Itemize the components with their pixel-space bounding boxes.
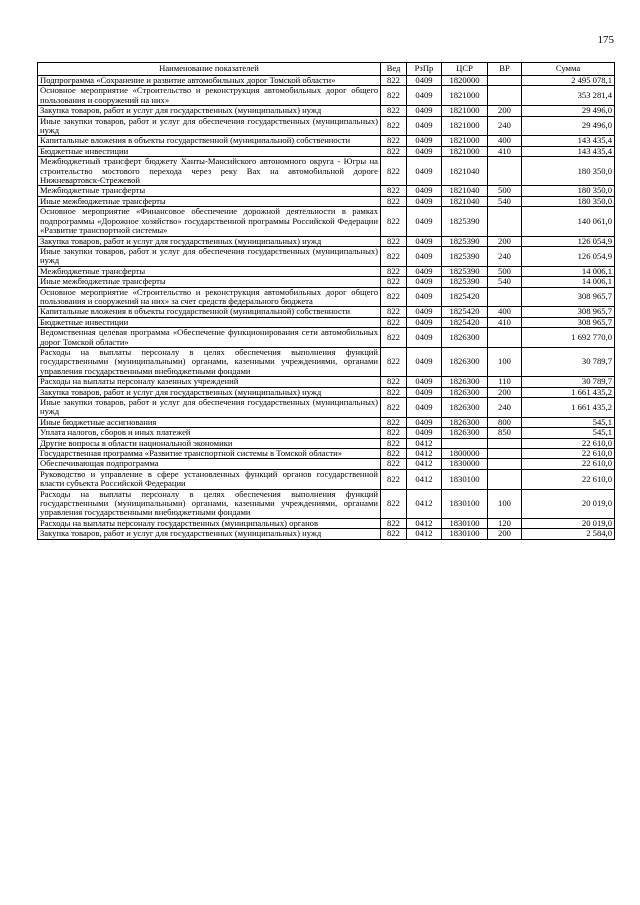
row-vr [488,328,522,348]
table-row [38,489,615,518]
row-sum: 180 350,0 [522,157,615,186]
row-rzpr: 0409 [407,387,442,397]
budget-table [37,62,615,540]
row-name: Другие вопросы в области национальной экономики [38,438,381,448]
table-row [38,449,615,459]
row-csr: 1821040 [442,186,488,196]
row-name: Капитальные вложения в объекты государственной (муниципальной) собственности [38,307,381,317]
row-vr: 240 [488,246,522,266]
row-sum: 308 965,7 [522,307,615,317]
row-name: Основное мероприятие «Финансовое обеспечение дорожной деятельности в рамках подпрограммы «Дорожное хозяйство» государственной программы Российской Федерации «Развитие транспортной системы» [38,207,381,236]
table-row [38,518,615,528]
row-rzpr: 0409 [407,116,442,136]
row-rzpr: 0412 [407,469,442,489]
row-ved: 822 [381,428,407,438]
table-row [38,428,615,438]
row-rzpr: 0409 [407,196,442,206]
row-sum: 126 054,9 [522,246,615,266]
row-name: Капитальные вложения в объекты государственной (муниципальной) собственности [38,136,381,146]
row-sum: 30 789,7 [522,347,615,376]
header-csr: ЦСР [442,63,488,76]
row-csr: 1830100 [442,469,488,489]
header-rzpr: РзПр [407,63,442,76]
table-row [38,377,615,387]
row-name: Расходы на выплаты персоналу казенных учреждений [38,377,381,387]
table-row [38,186,615,196]
table-row [38,157,615,186]
row-name: Закупка товаров, работ и услуг для государственных (муниципальных) нужд [38,529,381,539]
row-name: Бюджетные инвестиции [38,317,381,327]
row-vr [488,438,522,448]
table-row [38,277,615,287]
row-vr: 540 [488,277,522,287]
row-name: Уплата налогов, сборов и иных платежей [38,428,381,438]
table-row [38,146,615,156]
row-csr: 1820000 [442,76,488,86]
row-rzpr: 0409 [407,317,442,327]
row-name: Иные закупки товаров, работ и услуг для обеспечения государственных (муниципальных) нужд [38,398,381,418]
row-sum: 143 435,4 [522,136,615,146]
row-csr: 1821000 [442,86,488,106]
row-sum: 180 350,0 [522,196,615,206]
row-csr: 1825390 [442,277,488,287]
row-rzpr: 0409 [407,186,442,196]
table-row [38,207,615,236]
row-sum: 545,1 [522,417,615,427]
row-csr: 1830100 [442,489,488,518]
table-row [38,417,615,427]
row-name: Расходы на выплаты персоналу в целях обеспечения выполнения функций государственными (муниципальными) органами, казенными учреждениями, органами управления государственными внебюджетными фондами [38,347,381,376]
row-sum: 29 496,0 [522,106,615,116]
row-name: Расходы на выплаты персоналу в целях обеспечения выполнения функций государственными (муниципальными) органами, казенными учреждениями, органами управления государственными внебюджетными фондами [38,489,381,518]
row-name: Основное мероприятие «Строительство и реконструкция автомобильных дорог общего пользования и сооружений на них» [38,86,381,106]
row-vr [488,449,522,459]
table-row [38,347,615,376]
row-csr: 1826300 [442,387,488,397]
row-csr: 1825390 [442,236,488,246]
row-csr: 1821000 [442,106,488,116]
row-sum: 126 054,9 [522,236,615,246]
row-name: Иные закупки товаров, работ и услуг для обеспечения государственных (муниципальных) нужд [38,116,381,136]
row-sum: 545,1 [522,428,615,438]
row-rzpr: 0409 [407,86,442,106]
row-ved: 822 [381,196,407,206]
row-sum: 2 495 078,1 [522,76,615,86]
table-row [38,116,615,136]
table-row [38,246,615,266]
row-csr: 1821000 [442,116,488,136]
row-rzpr: 0409 [407,266,442,276]
row-rzpr: 0409 [407,136,442,146]
row-ved: 822 [381,489,407,518]
row-sum: 20 019,0 [522,489,615,518]
row-name: Расходы на выплаты персоналу государственных (муниципальных) органов [38,518,381,528]
row-name: Иные межбюджетные трансферты [38,196,381,206]
row-csr: 1826300 [442,398,488,418]
table-row [38,469,615,489]
row-csr: 1821040 [442,196,488,206]
row-ved: 822 [381,246,407,266]
header-ved: Вед [381,63,407,76]
row-name: Межбюджетные трансферты [38,266,381,276]
row-name: Закупка товаров, работ и услуг для государственных (муниципальных) нужд [38,106,381,116]
row-name: Иные межбюджетные трансферты [38,277,381,287]
row-ved: 822 [381,449,407,459]
row-ved: 822 [381,459,407,469]
row-rzpr: 0409 [407,398,442,418]
table-row [38,86,615,106]
row-csr: 1826300 [442,328,488,348]
row-ved: 822 [381,307,407,317]
row-vr: 110 [488,377,522,387]
row-rzpr: 0412 [407,459,442,469]
row-ved: 822 [381,236,407,246]
row-ved: 822 [381,377,407,387]
row-ved: 822 [381,146,407,156]
row-vr: 410 [488,146,522,156]
row-rzpr: 0409 [407,277,442,287]
row-name: Руководство и управление в сфере установленных функций органов государственной власти субъекта Российской Федерации [38,469,381,489]
row-sum: 1 661 435,2 [522,387,615,397]
row-vr: 500 [488,266,522,276]
table-row [38,287,615,307]
row-vr: 200 [488,236,522,246]
row-ved: 822 [381,469,407,489]
row-vr [488,469,522,489]
row-rzpr: 0409 [407,328,442,348]
row-ved: 822 [381,106,407,116]
row-name: Закупка товаров, работ и услуг для государственных (муниципальных) нужд [38,236,381,246]
row-rzpr: 0409 [407,246,442,266]
table-row [38,76,615,86]
row-csr: 1821040 [442,157,488,186]
header-sum: Сумма [522,63,615,76]
row-vr: 400 [488,136,522,146]
row-vr: 200 [488,387,522,397]
table-row [38,529,615,539]
row-name: Межбюджетный трансферт бюджету Ханты-Мансийского автономного округа - Югры на строительство мостового перехода через реку Вах на автомобильной дороге Нижневартовск-Стрежевой [38,157,381,186]
row-csr: 1825390 [442,266,488,276]
row-rzpr: 0409 [407,236,442,246]
table-row [38,196,615,206]
row-vr: 540 [488,196,522,206]
row-vr [488,459,522,469]
table-row [38,106,615,116]
row-sum: 22 610,0 [522,459,615,469]
row-sum: 180 350,0 [522,186,615,196]
row-ved: 822 [381,529,407,539]
row-vr: 200 [488,106,522,116]
row-csr: 1821000 [442,136,488,146]
row-rzpr: 0409 [407,157,442,186]
row-vr: 240 [488,398,522,418]
table-row [38,136,615,146]
row-ved: 822 [381,518,407,528]
row-name: Ведомственная целевая программа «Обеспечение функционирования сети автомобильных дорог Томской области» [38,328,381,348]
row-vr: 100 [488,489,522,518]
row-vr: 800 [488,417,522,427]
page-number: 175 [597,34,614,46]
row-rzpr: 0412 [407,489,442,518]
row-ved: 822 [381,438,407,448]
row-vr: 120 [488,518,522,528]
row-vr [488,287,522,307]
row-name: Обеспечивающая подпрограмма [38,459,381,469]
row-csr [442,438,488,448]
row-name: Закупка товаров, работ и услуг для государственных (муниципальных) нужд [38,387,381,397]
table-row [38,317,615,327]
row-ved: 822 [381,76,407,86]
row-rzpr: 0409 [407,287,442,307]
row-name: Государственная программа «Развитие транспортной системы в Томской области» [38,449,381,459]
row-rzpr: 0409 [407,207,442,236]
row-vr: 500 [488,186,522,196]
row-vr: 400 [488,307,522,317]
row-csr: 1826300 [442,417,488,427]
row-sum: 1 692 770,0 [522,328,615,348]
row-sum: 14 006,1 [522,266,615,276]
table-row [38,328,615,348]
row-ved: 822 [381,157,407,186]
header-name: Наименование показателей [38,63,381,76]
row-rzpr: 0409 [407,76,442,86]
row-sum: 14 006,1 [522,277,615,287]
row-sum: 22 610,0 [522,449,615,459]
table-header-row [38,63,615,76]
row-rzpr: 0412 [407,438,442,448]
row-name: Иные закупки товаров, работ и услуг для обеспечения государственных (муниципальных) нужд [38,246,381,266]
row-ved: 822 [381,398,407,418]
row-name: Бюджетные инвестиции [38,146,381,156]
row-vr [488,86,522,106]
table-row [38,459,615,469]
row-csr: 1826300 [442,428,488,438]
row-sum: 22 610,0 [522,438,615,448]
row-ved: 822 [381,116,407,136]
row-name: Иные бюджетные ассигнования [38,417,381,427]
row-vr [488,76,522,86]
row-csr: 1830100 [442,529,488,539]
row-csr: 1825420 [442,307,488,317]
row-ved: 822 [381,317,407,327]
header-vr: ВР [488,63,522,76]
table-row [38,307,615,317]
table-row [38,438,615,448]
row-rzpr: 0409 [407,347,442,376]
row-csr: 1825420 [442,317,488,327]
row-name: Межбюджетные трансферты [38,186,381,196]
row-sum: 2 584,0 [522,529,615,539]
row-csr: 1826300 [442,377,488,387]
row-ved: 822 [381,417,407,427]
row-sum: 143 435,4 [522,146,615,156]
table-row [38,398,615,418]
row-sum: 353 281,4 [522,86,615,106]
row-rzpr: 0409 [407,428,442,438]
row-csr: 1826300 [442,347,488,376]
table-row [38,266,615,276]
row-ved: 822 [381,207,407,236]
row-csr: 1825420 [442,287,488,307]
row-sum: 30 789,7 [522,377,615,387]
row-vr: 240 [488,116,522,136]
row-rzpr: 0412 [407,529,442,539]
row-name: Основное мероприятие «Строительство и реконструкция автомобильных дорог общего пользования и сооружений на них» за счет средств федерального бюджета [38,287,381,307]
row-ved: 822 [381,387,407,397]
row-rzpr: 0409 [407,106,442,116]
row-ved: 822 [381,266,407,276]
row-sum: 308 965,7 [522,317,615,327]
row-ved: 822 [381,277,407,287]
row-rzpr: 0409 [407,377,442,387]
row-csr: 1825390 [442,246,488,266]
row-sum: 29 496,0 [522,116,615,136]
row-sum: 140 061,0 [522,207,615,236]
row-name: Подпрограмма «Сохранение и развитие автомобильных дорог Томской области» [38,76,381,86]
row-ved: 822 [381,328,407,348]
row-sum: 20 019,0 [522,518,615,528]
table-row [38,236,615,246]
row-sum: 22 610,0 [522,469,615,489]
row-vr: 200 [488,529,522,539]
row-ved: 822 [381,86,407,106]
row-csr: 1821000 [442,146,488,156]
table-row [38,387,615,397]
row-vr: 100 [488,347,522,376]
row-vr [488,157,522,186]
row-ved: 822 [381,287,407,307]
row-vr: 410 [488,317,522,327]
row-csr: 1800000 [442,449,488,459]
row-sum: 1 661 435,2 [522,398,615,418]
row-ved: 822 [381,186,407,196]
row-sum: 308 965,7 [522,287,615,307]
row-rzpr: 0409 [407,307,442,317]
row-csr: 1830000 [442,459,488,469]
row-rzpr: 0409 [407,417,442,427]
row-csr: 1830100 [442,518,488,528]
row-csr: 1825390 [442,207,488,236]
row-ved: 822 [381,136,407,146]
row-vr [488,207,522,236]
row-rzpr: 0409 [407,146,442,156]
row-rzpr: 0412 [407,449,442,459]
row-vr: 850 [488,428,522,438]
row-ved: 822 [381,347,407,376]
row-rzpr: 0412 [407,518,442,528]
